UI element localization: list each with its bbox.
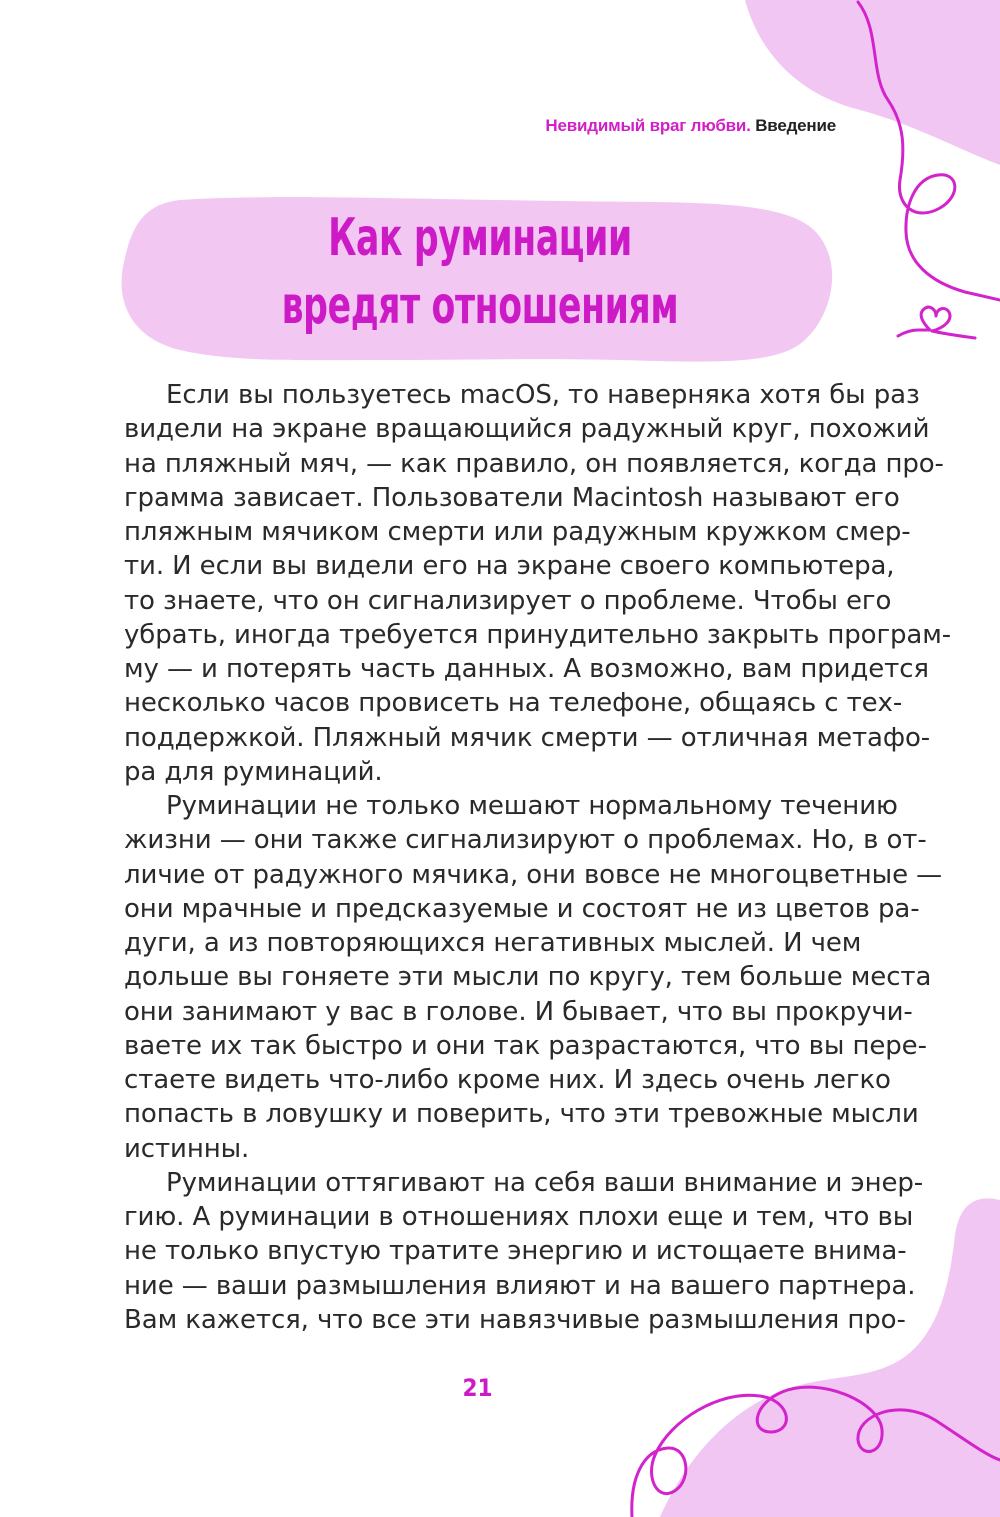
text-line: жизни — они также сигнализируют о проблемах. Но, в от- — [124, 825, 927, 856]
text-line: они мрачные и предсказуемые и состоят не из цветов ра- — [124, 893, 920, 924]
paragraph — [124, 378, 952, 789]
text-line: грамма зависает. Пользователи Macintosh называют его — [124, 482, 900, 513]
paragraph — [124, 1166, 924, 1337]
title-line: Как руминации — [328, 208, 632, 268]
text-line: ра для руминаций. — [124, 756, 383, 787]
text-line: дольше вы гоняете эти мысли по кругу, тем больше места — [124, 962, 932, 993]
paragraph — [124, 789, 943, 1166]
text-line: ние — ваши размышления влияют и на вашего партнера. — [124, 1270, 916, 1301]
text-line: ти. И если вы видели его на экране своего компьютера, — [124, 551, 895, 582]
text-line: пляжным мячиком смерти или радужным кружком смер- — [124, 517, 911, 547]
text-line: дуги, а из повторяющихся негативных мыслей. И чем — [124, 928, 862, 958]
text-line: не только впустую тратите энергию и истощаете внима- — [124, 1236, 907, 1267]
text-line: поддержкой. Пляжный мячик смерти — отличная метафо- — [124, 722, 931, 753]
running-header — [545, 116, 836, 136]
text-line: на пляжный мяч, — как правило, он появляется, когда про- — [124, 448, 944, 479]
text-line: несколько часов провисеть на телефоне, общаясь с тех- — [124, 688, 903, 719]
text-line: Руминации не только мешают нормальному течению — [166, 791, 898, 821]
text-line: истинны. — [124, 1133, 250, 1164]
text-line: попасть в ловушку и поверить, что эти тревожные мысли — [124, 1099, 919, 1130]
text-line: стаете видеть что-либо кроме них. И здесь очень легко — [124, 1065, 891, 1095]
text-line: Вам кажется, что все эти навязчивые размышления про- — [124, 1304, 906, 1335]
text-line: му — и потерять часть данных. А возможно, вам придется — [124, 654, 929, 684]
page-number: 21 — [462, 1374, 493, 1402]
text-line: то знаете, что он сигнализирует о проблеме. Чтобы его — [124, 585, 892, 616]
text-line: убрать, иногда требуется принудительно закрыть програм- — [124, 619, 952, 650]
text-line: они занимают у вас в голове. И бывает, что вы прокручи- — [124, 996, 913, 1027]
header-chapter: Введение — [755, 116, 836, 135]
text-line: ваете их так быстро и они так разрастаются, что вы пере- — [124, 1030, 927, 1061]
section-title — [214, 204, 747, 340]
text-line: Если вы пользуетесь macOS, то наверняка хотя бы раз — [166, 380, 920, 410]
body-text — [124, 378, 952, 1337]
text-line: гию. А руминации в отношениях плохи еще и тем, что вы — [124, 1202, 914, 1232]
title-line: вредят отношениям — [281, 276, 679, 336]
text-line: личие от радужного мячика, они вовсе не многоцветные — — [124, 859, 943, 890]
text-line: Руминации оттягивают на себя ваши внимание и энер- — [166, 1167, 924, 1198]
text-line: видели на экране вращающийся радужный круг, похожий — [124, 414, 930, 445]
header-book-title: Невидимый враг любви. — [545, 116, 751, 135]
heart-icon — [898, 307, 975, 338]
top-right-blob — [745, 0, 1000, 165]
